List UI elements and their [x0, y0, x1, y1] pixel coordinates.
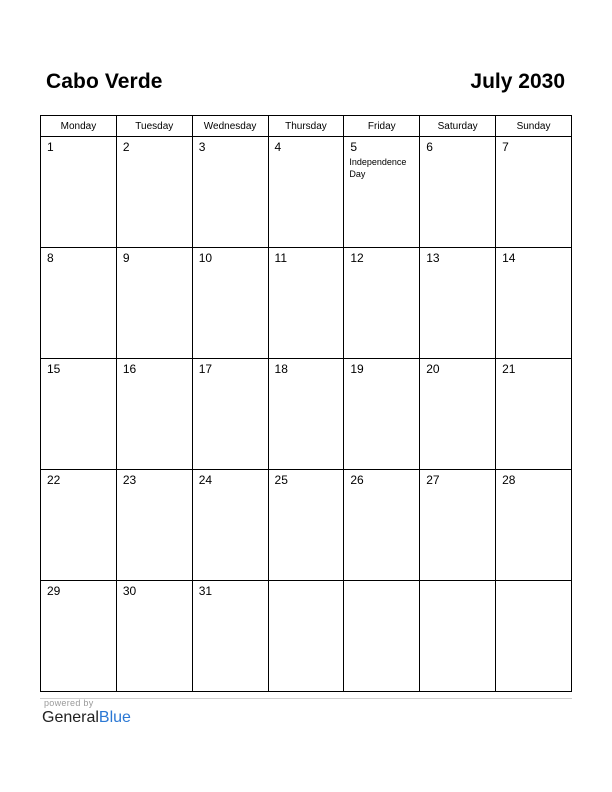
weekday-header: Monday: [41, 116, 117, 137]
day-cell: [41, 137, 117, 248]
day-cell: [496, 470, 572, 581]
day-cell: [496, 248, 572, 359]
brand-blue-text: Blue: [98, 709, 131, 726]
day-cell: [268, 137, 344, 248]
weekday-header: Wednesday: [192, 116, 268, 137]
day-cell: [116, 470, 192, 581]
day-cell: [420, 470, 496, 581]
day-cell: [344, 137, 420, 248]
day-number: [344, 581, 419, 585]
day-cell: [420, 359, 496, 470]
brand-general-text: General: [42, 709, 99, 726]
day-number: 29: [47, 584, 61, 598]
weekday-header: Tuesday: [116, 116, 192, 137]
day-number: 10: [198, 251, 213, 265]
month-title: July 2030: [470, 70, 565, 93]
day-cell: [116, 248, 192, 359]
day-cell: [344, 248, 420, 359]
footer-divider: [40, 698, 572, 699]
day-cell: [116, 359, 192, 470]
calendar-body: [41, 137, 572, 692]
day-number: 3: [198, 140, 206, 154]
day-number: 2: [122, 140, 130, 154]
day-cell: [344, 581, 420, 692]
day-number: 1: [47, 140, 54, 154]
day-number: 15: [47, 362, 61, 376]
day-cell: [268, 470, 344, 581]
week-row: [41, 248, 572, 359]
day-cell: [496, 359, 572, 470]
day-number: 27: [426, 473, 440, 487]
day-cell: [268, 359, 344, 470]
day-cell: [344, 470, 420, 581]
day-number: 17: [198, 362, 213, 376]
weekday-header: Thursday: [268, 116, 344, 137]
day-number: 21: [502, 362, 516, 376]
day-cell: [344, 359, 420, 470]
day-cell: [496, 137, 572, 248]
day-cell: [192, 581, 268, 692]
day-cell: [192, 470, 268, 581]
day-number: 22: [47, 473, 61, 487]
week-row: [41, 581, 572, 692]
day-number: 25: [274, 473, 288, 487]
week-row: [41, 470, 572, 581]
powered-by-label: powered by: [44, 698, 94, 708]
day-cell: [192, 137, 268, 248]
day-number: 4: [274, 140, 282, 154]
country-title: Cabo Verde: [46, 70, 163, 93]
day-number: [269, 581, 344, 585]
day-number: 23: [122, 473, 137, 487]
day-cell: [116, 137, 192, 248]
day-cell: [420, 581, 496, 692]
day-number: 8: [47, 251, 54, 265]
generalblue-logo: [42, 709, 131, 727]
day-number: 12: [350, 251, 364, 265]
day-number: 26: [350, 473, 364, 487]
weekday-header: Sunday: [496, 116, 572, 137]
day-number: 5: [350, 140, 358, 154]
day-number: 24: [198, 473, 213, 487]
day-cell: [41, 470, 117, 581]
day-number: 9: [122, 251, 130, 265]
day-number: 30: [122, 584, 137, 598]
day-cell: [420, 137, 496, 248]
day-number: 20: [426, 362, 440, 376]
day-number: 18: [274, 362, 288, 376]
day-number: 6: [426, 140, 433, 154]
weekday-header: Friday: [344, 116, 420, 137]
holiday-label: Independence Day: [349, 157, 407, 179]
day-cell: [268, 248, 344, 359]
weekday-header-row: [41, 116, 572, 137]
day-number: [496, 581, 571, 585]
day-cell: [192, 359, 268, 470]
day-number: 16: [122, 362, 137, 376]
day-cell: [496, 581, 572, 692]
day-cell: [41, 248, 117, 359]
week-row: [41, 137, 572, 248]
day-number: 28: [502, 473, 516, 487]
day-cell: [41, 359, 117, 470]
week-row: [41, 359, 572, 470]
day-cell: [268, 581, 344, 692]
day-cell: [420, 248, 496, 359]
day-cell: [116, 581, 192, 692]
day-number: 19: [350, 362, 364, 376]
day-number: 13: [426, 251, 440, 265]
calendar-grid: [40, 115, 572, 692]
day-number: 11: [274, 251, 287, 265]
day-number: 31: [198, 584, 213, 598]
weekday-header: Saturday: [420, 116, 496, 137]
day-cell: [41, 581, 117, 692]
day-cell: [192, 248, 268, 359]
day-number: 14: [502, 251, 516, 265]
day-number: [420, 581, 495, 585]
day-number: 7: [502, 140, 509, 154]
